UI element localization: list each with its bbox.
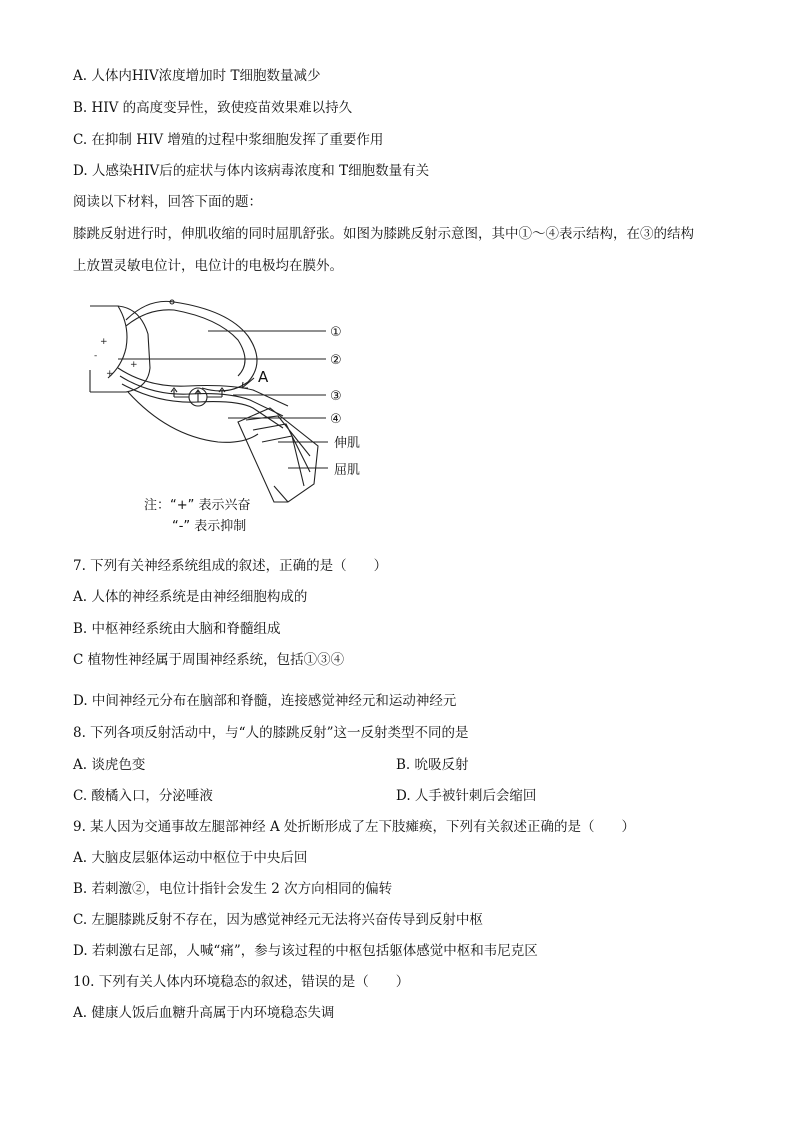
q10-stem: 10. 下列有关人体内环境稳态的叙述，错误的是（ ） — [73, 974, 410, 990]
label-structure-1: ① — [330, 325, 342, 340]
reading-instruction: 阅读以下材料，回答下面的题： — [73, 194, 262, 210]
plus-sign-3: + — [130, 360, 138, 370]
option-d-hiv: D. 人感染HIV后的症状与体内该病毒浓度和 T细胞数量有关 — [73, 163, 430, 179]
q7-option-a: A. 人体的神经系统是由神经细胞构成的 — [73, 589, 308, 605]
q9-option-c: C. 左腿膝跳反射不存在，因为感觉神经元无法将兴奋传导到反射中枢 — [73, 912, 483, 928]
plus-sign-1: + — [100, 337, 108, 347]
label-structure-4: ④ — [330, 412, 342, 427]
q7-option-c: C 植物性神经属于周围神经系统，包括①③④ — [73, 652, 345, 668]
plus-sign-2: + — [106, 369, 114, 379]
q7-stem: 7. 下列有关神经系统组成的叙述，正确的是（ ） — [73, 558, 388, 574]
q7-option-b: B. 中枢神经系统由大脑和脊髓组成 — [73, 621, 281, 637]
label-point-a: A — [258, 368, 269, 386]
q9-option-d: D. 若刺激右足部，人喊“痛”，参与该过程的中枢包括躯体感觉中枢和韦尼克区 — [73, 943, 538, 959]
option-c-hiv: C. 在抑制 HIV 增殖的过程中浆细胞发挥了重要作用 — [73, 132, 384, 148]
option-b-hiv: B. HIV 的高度变异性，致使疫苗效果难以持久 — [73, 100, 353, 116]
label-extensor-muscle: 伸肌 — [334, 436, 361, 451]
q10-option-a: A. 健康人饭后血糖升高属于内环境稳态失调 — [73, 1005, 335, 1021]
q9-option-a: A. 大脑皮层躯体运动中枢位于中央后回 — [73, 850, 308, 866]
q7-option-d: D. 中间神经元分布在脑部和脊髓，连接感觉神经元和运动神经元 — [73, 693, 457, 709]
q8-stem: 8. 下列各项反射活动中，与“人的膝跳反射”这一反射类型不同的是 — [73, 725, 469, 741]
material-text-line-1: 膝跳反射进行时，伸肌收缩的同时屈肌舒张。如图为膝跳反射示意图，其中①～④表示结构，在③的结构 — [73, 226, 694, 242]
label-flexor-muscle: 屈肌 — [334, 463, 361, 478]
option-a-hiv: A. 人体内HIV浓度增加时 T细胞数量减少 — [73, 68, 321, 84]
q8-option-d: D. 人手被针刺后会缩回 — [396, 788, 537, 804]
knee-jerk-reflex-diagram — [78, 296, 378, 541]
q8-option-c: C. 酸橘入口，分泌唾液 — [73, 788, 213, 804]
q9-option-b: B. 若刺激②，电位计指针会发生 2 次方向相同的偏转 — [73, 881, 393, 897]
q8-option-a: A. 谈虎色变 — [73, 757, 146, 773]
note-excitation: 注：“+” 表示兴奋 — [144, 498, 251, 513]
q9-stem: 9. 某人因为交通事故左腿部神经 A 处折断形成了左下肢瘫痪，下列有关叙述正确的是（ ） — [73, 819, 636, 835]
material-text-line-2: 上放置灵敏电位计，电位计的电极均在膜外。 — [73, 258, 343, 274]
label-structure-3: ③ — [330, 389, 342, 404]
label-structure-2: ② — [330, 353, 342, 368]
minus-sign: - — [94, 351, 98, 361]
note-inhibition: “-” 表示抑制 — [172, 519, 247, 534]
q8-option-b: B. 吮吸反射 — [396, 757, 469, 773]
